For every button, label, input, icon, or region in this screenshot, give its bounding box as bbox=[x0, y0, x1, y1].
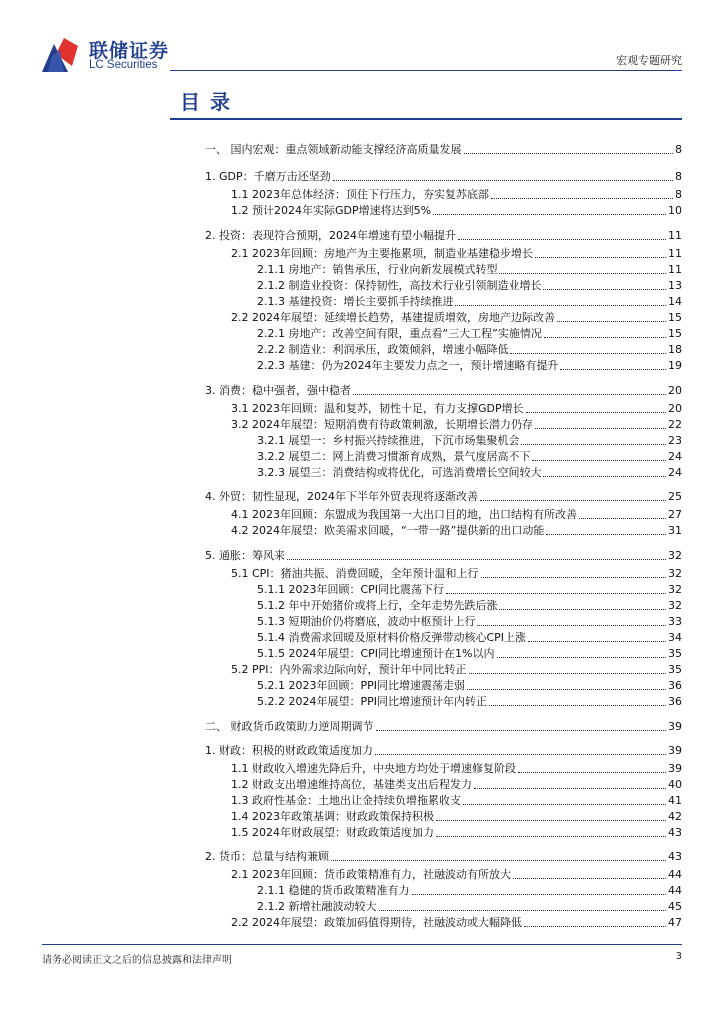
header-divider bbox=[170, 70, 682, 71]
toc-leader-dots bbox=[474, 788, 666, 789]
toc-entry-title: 1.1 财政收入增速先降后升，中央地方均处于增速修复阶段 bbox=[231, 762, 516, 775]
toc-entry-title: 4. 外贸：韧性显现，2024年下半年外贸表现将逐渐改善 bbox=[205, 490, 478, 503]
toc-leader-dots bbox=[499, 273, 666, 274]
toc-leader-dots bbox=[526, 412, 666, 413]
toc-entry-title: 1.2 财政支出增速维持高位，基建类支出后程发力 bbox=[231, 778, 472, 791]
toc-leader-dots bbox=[331, 860, 666, 861]
toc-leader-dots bbox=[497, 657, 667, 658]
toc-entry-title: 3.2.3 展望三：消费结构或将优化，可选消费增长空间较大 bbox=[257, 466, 542, 479]
toc-leader-dots bbox=[455, 305, 666, 306]
disclaimer-note: 请务必阅读正文之后的信息披露和法律声明 bbox=[42, 955, 232, 966]
toc-entry-page: 14 bbox=[668, 295, 682, 308]
toc-entry-title: 4.2 2024年展望：欧美需求回暖，“一带一路”提供新的出口动能 bbox=[231, 524, 545, 537]
footer-divider bbox=[42, 944, 682, 945]
toc-leader-dots bbox=[513, 878, 666, 879]
toc-entry-page: 34 bbox=[668, 631, 682, 644]
toc-entry-title: 1.4 2023年政策基调：财政政策保持积极 bbox=[231, 810, 434, 823]
toc-entry[interactable] bbox=[231, 309, 682, 325]
toc-entry-title: 1.3 政府性基金：土地出让金持续负增拖累收支 bbox=[231, 794, 461, 807]
toc-leader-dots bbox=[480, 500, 666, 501]
toc-entry-title: 2.1 2023年回顾：货币政策精准有力，社融波动有所放大 bbox=[231, 868, 511, 881]
toc-entry-page: 27 bbox=[668, 508, 682, 521]
brand-name-cn: 联储证券 bbox=[89, 40, 170, 62]
toc-entry[interactable] bbox=[257, 898, 682, 914]
toc-entry-title: 2.2 2024年展望：延续增长趋势，基建提质增效，房地产边际改善 bbox=[231, 311, 555, 324]
toc-entry[interactable] bbox=[231, 760, 682, 776]
toc-entry[interactable] bbox=[231, 186, 682, 202]
toc-entry-title: 2.1 2023年回顾：房地产为主要拖累项，制造业基建稳步增长 bbox=[231, 247, 533, 260]
toc-entry-page: 8 bbox=[675, 188, 682, 201]
toc-entry-title: 3.2.2 展望二：网上消费习惯渐育成熟，景气度居高不下 bbox=[257, 450, 531, 463]
toc-entry-page: 11 bbox=[668, 247, 682, 260]
toc-leader-dots bbox=[524, 926, 666, 927]
toc-leader-dots bbox=[491, 198, 673, 199]
toc-entry-page: 20 bbox=[668, 402, 682, 415]
toc-leader-dots bbox=[433, 214, 666, 215]
toc-entry-page: 15 bbox=[668, 327, 682, 340]
toc-entry[interactable] bbox=[257, 464, 682, 480]
toc-entry-title: 5. 通胀：筹风来 bbox=[205, 549, 285, 562]
toc-entry-title: 1.1 2023年总体经济：顶住下行压力，夯实复苏底部 bbox=[231, 188, 489, 201]
toc-leader-dots bbox=[521, 444, 666, 445]
toc-entry-page: 32 bbox=[668, 599, 682, 612]
toc-entry-page: 36 bbox=[668, 695, 682, 708]
toc-entry-page: 41 bbox=[668, 794, 682, 807]
toc-entry-page: 32 bbox=[668, 567, 682, 580]
logo-mark-icon bbox=[42, 36, 78, 72]
toc-entry-page: 44 bbox=[668, 884, 682, 897]
toc-leader-dots bbox=[287, 559, 666, 560]
toc-entry-title: 2.1.3 基建投资：增长主要抓手持续推进 bbox=[257, 295, 454, 308]
toc-entry-page: 39 bbox=[668, 720, 682, 733]
toc-leader-dots bbox=[333, 180, 673, 181]
toc-entry[interactable] bbox=[231, 245, 682, 261]
toc-entry-title: 5.1.4 消费需求回暖及原材料价格反弹带动核心CPI上涨 bbox=[257, 631, 527, 644]
toc-leader-dots bbox=[543, 476, 666, 477]
toc-entry[interactable] bbox=[205, 382, 682, 398]
toc-leader-dots bbox=[375, 754, 666, 755]
toc-entry-page: 24 bbox=[668, 466, 682, 479]
toc-entry-page: 8 bbox=[675, 170, 682, 183]
toc-leader-dots bbox=[436, 836, 666, 837]
toc-entry-title: 1. GDP：千磨万击还坚劲 bbox=[205, 170, 331, 183]
toc-entry-title: 3.1 2023年回顾：温和复苏，韧性十足，有力支撑GDP增长 bbox=[231, 402, 524, 415]
toc-leader-dots bbox=[467, 689, 666, 690]
toc-entry-page: 24 bbox=[668, 450, 682, 463]
toc-entry-page: 43 bbox=[668, 826, 682, 839]
toc-entry[interactable] bbox=[257, 357, 682, 373]
toc-entry-page: 10 bbox=[668, 204, 682, 217]
toc-entry-title: 2.2.1 房地产：改善空间有限，重点看“三大工程”实施情况 bbox=[257, 327, 542, 340]
toc-entry-page: 32 bbox=[668, 583, 682, 596]
toc-leader-dots bbox=[546, 534, 666, 535]
toc-entry[interactable] bbox=[257, 613, 682, 629]
toc-entry-title: 3. 消费：稳中强者，强中稳者 bbox=[205, 384, 351, 397]
toc-entry-title: 2.2.2 制造业：利润承压，政策倾斜，增速小幅降低 bbox=[257, 343, 509, 356]
toc-leader-dots bbox=[518, 772, 666, 773]
toc-entry-title: 2.2.3 基建：仍为2024年主要发力点之一，预计增速略有提升 bbox=[257, 359, 559, 372]
toc-entry[interactable] bbox=[205, 227, 682, 243]
toc-entry[interactable] bbox=[257, 325, 682, 341]
toc-entry-page: 22 bbox=[668, 418, 682, 431]
toc-entry-page: 11 bbox=[668, 263, 682, 276]
toc-leader-dots bbox=[458, 239, 666, 240]
toc-entry-page: 39 bbox=[668, 762, 682, 775]
toc-entry[interactable] bbox=[231, 792, 682, 808]
toc-entry-page: 35 bbox=[668, 647, 682, 660]
toc-entry[interactable] bbox=[231, 400, 682, 416]
toc-entry-page: 43 bbox=[668, 850, 682, 863]
toc-entry-page: 18 bbox=[668, 343, 682, 356]
toc-entry-page: 44 bbox=[668, 868, 682, 881]
toc-entry-page: 15 bbox=[668, 311, 682, 324]
toc-leader-dots bbox=[353, 394, 666, 395]
toc-entry[interactable] bbox=[205, 742, 682, 758]
toc-entry[interactable] bbox=[257, 882, 682, 898]
toc-entry-page: 35 bbox=[668, 663, 682, 676]
toc-entry-title: 2. 货币：总量与结构兼顾 bbox=[205, 850, 329, 863]
toc-entry-title: 5.2 PPI：内外需求边际向好，预计年中同比转正 bbox=[231, 663, 467, 676]
toc-entry-title: 5.1.5 2024年展望：CPI同比增速预计在1%以内 bbox=[257, 647, 495, 660]
toc-entry[interactable] bbox=[231, 202, 682, 218]
page-number: 3 bbox=[675, 951, 682, 962]
toc-entry-page: 31 bbox=[668, 524, 682, 537]
toc-entry[interactable] bbox=[205, 168, 682, 184]
toc-entry[interactable] bbox=[231, 914, 682, 930]
toc-leader-dots bbox=[464, 153, 674, 154]
toc-entry-page: 39 bbox=[668, 744, 682, 757]
toc-entry-page: 19 bbox=[668, 359, 682, 372]
toc-entry-title: 2.1.2 新增社融波动较大 bbox=[257, 900, 377, 913]
report-type: 宏观专题研究 bbox=[616, 54, 682, 67]
toc-entry[interactable] bbox=[205, 141, 682, 157]
toc-leader-dots bbox=[544, 337, 666, 338]
toc-entry-title: 5.2.2 2024年展望：PPI同比增速预计年内转正 bbox=[257, 695, 487, 708]
toc-entry-title: 2.1.1 房地产：销售承压，行业向新发展模式转型 bbox=[257, 263, 498, 276]
toc-entry-title: 二、 财政货币政策助力逆周期调节 bbox=[205, 720, 374, 733]
toc-entry-page: 33 bbox=[668, 615, 682, 628]
toc-entry[interactable] bbox=[205, 547, 682, 563]
toc-entry[interactable] bbox=[231, 866, 682, 882]
toc-entry-page: 13 bbox=[668, 279, 682, 292]
toc-entry[interactable] bbox=[231, 776, 682, 792]
toc-entry-page: 36 bbox=[668, 679, 682, 692]
toc-leader-dots bbox=[412, 894, 667, 895]
toc-leader-dots bbox=[379, 910, 667, 911]
toc-entry[interactable] bbox=[257, 277, 682, 293]
toc-entry[interactable] bbox=[257, 693, 682, 709]
toc-entry-page: 8 bbox=[675, 143, 682, 156]
toc-entry-title: 1.5 2024年财政展望：财政政策适度加力 bbox=[231, 826, 434, 839]
toc-entry-title: 1.2 预计2024年实际GDP增速将达到5% bbox=[231, 204, 432, 217]
toc-entry[interactable] bbox=[231, 565, 682, 581]
toc-entry[interactable] bbox=[257, 629, 682, 645]
toc-entry-page: 45 bbox=[668, 900, 682, 913]
toc-entry-page: 23 bbox=[668, 434, 682, 447]
toc-entry[interactable] bbox=[257, 448, 682, 464]
toc-entry[interactable] bbox=[205, 488, 682, 504]
toc-leader-dots bbox=[532, 460, 666, 461]
toc-leader-dots bbox=[543, 289, 666, 290]
title-divider bbox=[170, 118, 682, 120]
toc-entry-title: 5.1.3 短期油价仍将磨底，波动中枢预计上行 bbox=[257, 615, 476, 628]
toc-entry-page: 47 bbox=[668, 916, 682, 929]
toc-entry[interactable] bbox=[231, 506, 682, 522]
toc-entry[interactable] bbox=[231, 808, 682, 824]
toc-leader-dots bbox=[463, 804, 666, 805]
toc-entry-title: 1. 财政：积极的财政政策适度加力 bbox=[205, 744, 373, 757]
toc-entry[interactable] bbox=[231, 416, 682, 432]
toc-entry-title: 5.1.1 2023年回顾：CPI同比震荡下行 bbox=[257, 583, 445, 596]
toc-entry-title: 5.1 CPI：猪油共振、消费回暖，全年预计温和上行 bbox=[231, 567, 479, 580]
toc-entry-page: 11 bbox=[668, 229, 682, 242]
toc-entry-title: 2.1.1 稳健的货币政策精准有力 bbox=[257, 884, 410, 897]
toc-entry-page: 20 bbox=[668, 384, 682, 397]
company-logo bbox=[42, 30, 172, 72]
toc-entry[interactable] bbox=[231, 522, 682, 538]
toc-title: 目录 bbox=[180, 90, 240, 114]
toc-entry-title: 4.1 2023年回顾：东盟成为我国第一大出口目的地，出口结构有所改善 bbox=[231, 508, 577, 521]
toc-entry-title: 2.2 2024年展望：政策加码值得期待，社融波动或大幅降低 bbox=[231, 916, 522, 929]
toc-entry-title: 3.2.1 展望一：乡村振兴持续推进，下沉市场集聚机会 bbox=[257, 434, 520, 447]
toc-entry[interactable] bbox=[205, 848, 682, 864]
toc-entry[interactable] bbox=[257, 293, 682, 309]
toc-entry-title: 3.2 2024年展望：短期消费有待政策刺激，长期增长潜力仍存 bbox=[231, 418, 533, 431]
toc-leader-dots bbox=[489, 705, 666, 706]
toc-leader-dots bbox=[510, 353, 666, 354]
toc-entry-title: 一、 国内宏观：重点领域新动能支撑经济高质量发展 bbox=[205, 143, 462, 156]
toc-leader-dots bbox=[477, 625, 666, 626]
toc-entry[interactable] bbox=[231, 661, 682, 677]
toc-leader-dots bbox=[469, 673, 667, 674]
toc-entry-title: 2.1.2 制造业投资：保持韧性，高技术行业引领制造业增长 bbox=[257, 279, 542, 292]
toc-leader-dots bbox=[528, 641, 666, 642]
page-header bbox=[0, 0, 724, 80]
toc-entry[interactable] bbox=[231, 824, 682, 840]
toc-leader-dots bbox=[436, 820, 666, 821]
toc-leader-dots bbox=[579, 518, 666, 519]
toc-entry-title: 5.2.1 2023年回顾：PPI同比增速震荡走弱 bbox=[257, 679, 465, 692]
toc-entry[interactable] bbox=[257, 432, 682, 448]
toc-entry-title: 2. 投资：表现符合预期，2024年增速有望小幅提升 bbox=[205, 229, 456, 242]
toc-leader-dots bbox=[557, 321, 666, 322]
toc-entry-page: 25 bbox=[668, 490, 682, 503]
toc-entry[interactable] bbox=[257, 341, 682, 357]
toc-leader-dots bbox=[446, 593, 666, 594]
brand-name-en: LC Securities bbox=[89, 59, 158, 71]
toc-entry[interactable] bbox=[257, 261, 682, 277]
toc-entry[interactable] bbox=[257, 597, 682, 613]
toc-leader-dots bbox=[535, 428, 666, 429]
toc-entry[interactable] bbox=[257, 645, 682, 661]
toc-leader-dots bbox=[560, 369, 666, 370]
toc-entry-page: 32 bbox=[668, 549, 682, 562]
toc-entry[interactable] bbox=[257, 677, 682, 693]
toc-leader-dots bbox=[499, 609, 666, 610]
toc-entry-page: 42 bbox=[668, 810, 682, 823]
toc-leader-dots bbox=[535, 257, 666, 258]
toc-leader-dots bbox=[376, 730, 667, 731]
toc-entry-title: 5.1.2 年中开始猪价或将上行，全年走势先跌后涨 bbox=[257, 599, 498, 612]
toc-leader-dots bbox=[481, 577, 666, 578]
toc-entry[interactable] bbox=[205, 718, 682, 734]
toc-entry-page: 40 bbox=[668, 778, 682, 791]
toc-entry[interactable] bbox=[257, 581, 682, 597]
